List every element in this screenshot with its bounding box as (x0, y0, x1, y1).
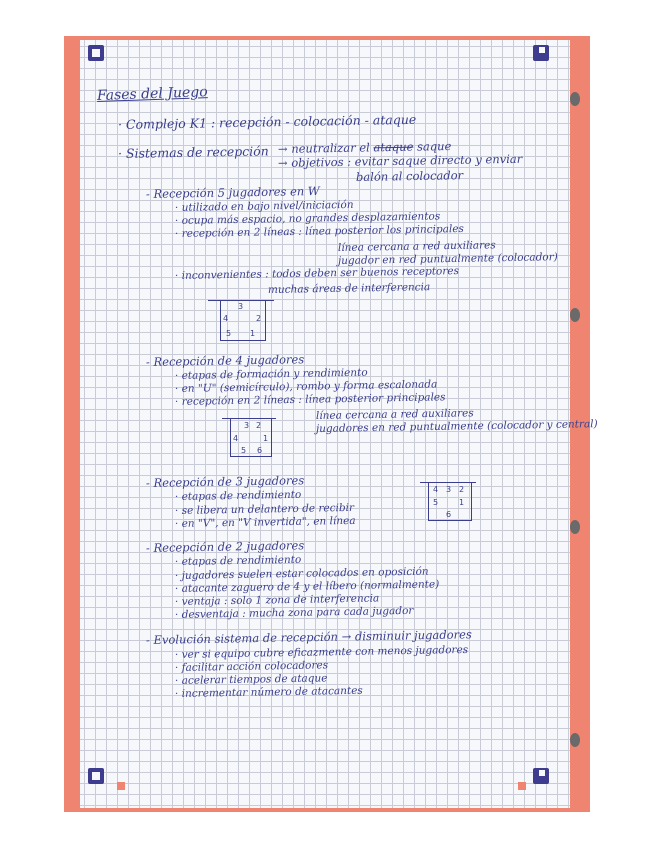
note-line: línea cercana a red auxiliares (315, 407, 474, 422)
brand-logo-bottom-left-icon (88, 768, 104, 784)
brand-logo-top-left-icon (88, 45, 104, 61)
note-line: · utilizado en bajo nivel/iniciación (174, 198, 354, 214)
note-line: → objetivos : evitar saque directo y enviar (277, 151, 523, 170)
note-line: · facilitar acción colocadores (174, 659, 329, 674)
note-line: · atacante zaguero de 4 y el líbero (normalmente) (174, 578, 440, 595)
player-number: 3 (446, 485, 452, 494)
note-line: · acelerar tiempos de ataque (174, 672, 328, 687)
player-number: 3 (238, 302, 244, 311)
player-number: 3 (244, 421, 250, 430)
brand-logo-bottom-right-icon (533, 768, 549, 784)
note-line: · en "U" (semicírculo), rombo y forma escalonada (174, 378, 438, 395)
section-heading: - Evolución sistema de recepción → disminuir jugadores (145, 627, 472, 647)
player-number: 5 (241, 446, 247, 455)
note-line: · ventaja : solo 1 zona de interferencia (174, 592, 380, 608)
note-line: · se libera un delantero de recibir (174, 501, 355, 517)
note-line: balón al colocador (355, 168, 464, 184)
note-text: saque (416, 138, 452, 154)
player-number: 2 (256, 314, 262, 323)
player-number: 1 (263, 434, 269, 443)
note-line: muchas áreas de interferencia (267, 281, 431, 296)
brand-logo-top-right-icon (533, 45, 549, 61)
note-line: · etapas de rendimiento (174, 553, 302, 568)
corner-mark (518, 782, 526, 790)
section-heading: - Recepción de 3 jugadores (145, 473, 305, 490)
player-number: 5 (433, 498, 439, 507)
note-line: · ver si equipo cubre eficazmente con menos jugadores (174, 643, 469, 661)
binder-hole (570, 308, 580, 322)
player-number: 1 (459, 498, 465, 507)
note-line: · incrementar número de atacantes (174, 684, 363, 700)
note-line: · Sistemas de recepción (117, 143, 269, 161)
binder-hole (570, 733, 580, 747)
struck-word: ataque (373, 139, 414, 155)
note-line: · etapas de formación y rendimiento (174, 366, 368, 382)
note-line: · en "V", en "V invertida", en línea (174, 514, 356, 530)
note-line: jugador en red puntualmente (colocador) (337, 251, 558, 267)
note-line: · recepción en 2 líneas : línea posterior los principales (174, 222, 464, 240)
section-heading: - Recepción de 4 jugadores (145, 352, 305, 369)
corner-mark (117, 782, 125, 790)
player-number: 2 (459, 485, 465, 494)
arrow-text: → neutralizar el (277, 140, 370, 156)
section-heading: - Recepción 5 jugadores en W (145, 183, 320, 201)
player-number: 6 (446, 510, 452, 519)
player-number: 2 (256, 421, 262, 430)
note-line: · desventaja : mucha zona para cada jugador (174, 604, 414, 621)
note-line: · jugadores suelen estar colocados en oposición (174, 565, 429, 582)
player-number: 5 (226, 329, 232, 338)
player-number: 6 (257, 446, 263, 455)
section-heading: - Recepción de 2 jugadores (145, 538, 305, 555)
binder-hole (570, 92, 580, 106)
player-number: 4 (433, 485, 439, 494)
player-number: 1 (250, 329, 256, 338)
note-line: jugadores en red puntualmente (colocador y central) (315, 418, 598, 435)
player-number: 4 (223, 314, 229, 323)
page-title: Fases del Juego (96, 84, 208, 104)
note-line: · inconvenientes : todos deben ser buenos receptores (174, 265, 460, 282)
note-line: · Complejo K1 : recepción - colocación - ataque (117, 111, 417, 132)
player-number: 4 (233, 434, 239, 443)
note-line: · etapas de rendimiento (174, 488, 302, 503)
binder-hole (570, 520, 580, 534)
note-line: · ocupa más espacio, no grandes desplazamientos (174, 210, 441, 227)
note-line: · recepción en 2 líneas : línea posterior principales (174, 391, 446, 408)
note-line: línea cercana a red auxiliares (337, 239, 496, 254)
